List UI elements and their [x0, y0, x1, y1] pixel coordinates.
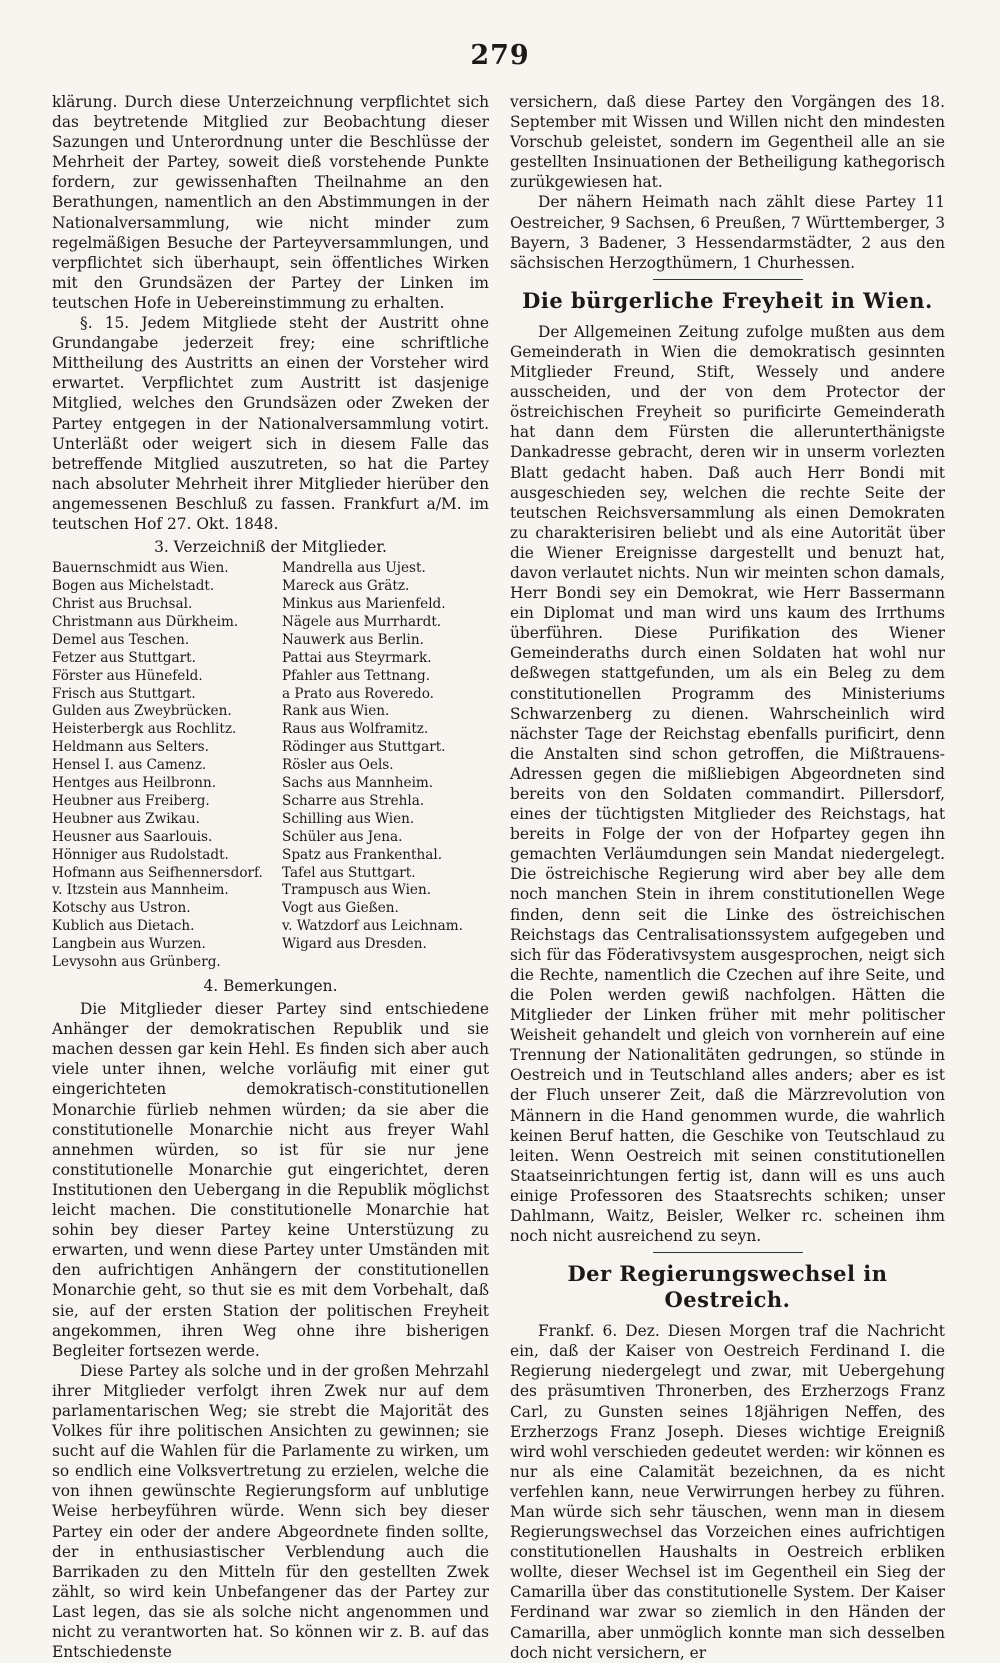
member-entry: Mandrella aus Ujest.: [282, 560, 426, 577]
article-headline: Der Regierungswechsel in Oestreich.: [567, 1261, 888, 1313]
member-entry: Nauwerk aus Berlin.: [282, 631, 424, 648]
left-column: [52, 92, 489, 1662]
paragraph: Diese Partey als solche und in der großen Mehrzahl ihrer Mitglieder verfolgt ihren Zwek nur auf dem parlamentarischen Weg; sie strebt die Majorität des Volkes für ihre politischen Ansichten zu gewinnen; sie sucht auf die Wahlen für die Parlamente zu wirken, um so endlich eine Volksvertretung zu erzielen, welche die von ihnen gewünschte Regierungsform auf unblutige Weise herbeyführen würde. Wenn sich bey dieser Partey ein oder der andere Abgeordnete finden sollte, der in enthusiastischer Verblendung auch die Barrikaden zu den Mitteln für den gestellten Zwek zählt, so wird kein Unbefangener das der Partey zur Last legen, das sie als solche nicht angenommen und nicht zu verantworten hat. So können wir z. B. auf das Entschiedenste: [52, 1361, 489, 1662]
paragraph: Der nähern Heimath nach zählt diese Partey 11 Oestreicher, 9 Sachsen, 6 Preußen, 7 Württemberger, 3 Bayern, 3 Badener, 3 Hessendarmstädter, 2 aus den sächsischen Herzogthümern, 1 Churhessen.: [510, 193, 945, 272]
member-entry: Hönniger aus Rudolstadt.: [52, 846, 229, 863]
member-entry: Christmann aus Dürkheim.: [52, 613, 239, 630]
member-entry: Schilling aus Wien.: [282, 810, 415, 827]
member-entry: Rank aus Wien.: [282, 703, 390, 720]
member-entry: Demel aus Teschen.: [52, 631, 190, 648]
member-entry: Schüler aus Jena.: [282, 828, 403, 845]
member-entry: Rösler aus Oels.: [282, 757, 394, 774]
member-entry: Kotschy aus Ustron.: [52, 900, 191, 917]
member-entry: Heldmann aus Selters.: [52, 739, 209, 756]
member-entry: Sachs aus Mannheim.: [282, 775, 434, 792]
member-entry: Tafel aus Stuttgart.: [282, 864, 416, 881]
member-entry: v. Itzstein aus Mannheim.: [52, 882, 229, 899]
member-entry: Wigard aus Dresden.: [282, 936, 427, 953]
article-body: Frankf. 6. Dez. Diesen Morgen traf die Nachricht ein, daß der Kaiser von Oestreich Ferdinand I. die Regierung niedergelegt und zwar, mit Uebergehung des präsumtiven Thronerben, des Erzherzogs Franz Carl, zu Gunsten seines 18jährigen Neffen, des Erzherzogs Franz Joseph. Dieses wichtige Ereigniß wird wohl verschieden gedeutet werden: wir können es nur als eine Calamität bezeichnen, da es nicht verfehlen kann, neue Verwirrungen herbey zu führen. Man würde sich sehr täuschen, wenn man in diesem Regierungswechsel das Vorzeichen eines aufrichtigen constitutionellen Haushalts in Oestreich erbliken wollte, dieser Wechsel ist im Gegentheil ein Sieg der Camarilla über das constitutionelle System. Der Kaiser Ferdinand war zwar so ziemlich in den Händen der Camarilla, aber unmöglich konnte man sich desselben doch nicht versichern, er: [510, 1322, 945, 1662]
member-entry: Bogen aus Michelstadt.: [52, 578, 215, 595]
member-entry: Spatz aus Frankenthal.: [282, 846, 443, 863]
member-entry: Mareck aus Grätz.: [282, 578, 410, 595]
member-entry: Frisch aus Stuttgart.: [52, 685, 196, 702]
member-entry: Christ aus Bruchsal.: [52, 595, 193, 612]
member-entry: Heubner aus Freiberg.: [52, 792, 210, 809]
remarks-heading: 4. Bemerkungen.: [203, 977, 338, 995]
paragraph: versichern, daß diese Partey den Vorgängen des 18. September mit Wissen und Willen nicht den mindesten Vorschub geleistet, sondern im Gegentheil alle an sie gestellten Insinuationen der Betheiligung kathegorisch zurükgewiesen hat.: [510, 93, 945, 192]
members-heading: 3. Verzeichniß der Mitglieder.: [154, 538, 387, 557]
member-entry: Nägele aus Murrhardt.: [282, 613, 442, 630]
paragraph-section-15: §. 15. Jedem Mitgliede steht der Austritt ohne Grundangabe jederzeit frey; eine schriftliche Mittheilung des Austritts an einen der Vorsteher wird erwartet. Verpflichtet zum Austritt ist dasjenige Mitglied, welches den Grundsäzen oder Zweken der Partey entgegen in der Nationalversammlung votirt. Unterläßt oder weigert sich in diesem Falle das betreffende Mitglied auszutreten, so hat die Partey nach absoluter Mehrheit ihrer Mitglieder hierüber den angemessenen Beschluß zu fassen. Frankfurt a/M. im teutschen Hof 27. Okt. 1848.: [52, 314, 489, 533]
member-entry: Heubner aus Zwikau.: [52, 810, 200, 827]
member-entry: v. Watzdorf aus Leichnam.: [282, 918, 463, 935]
page-number: 279: [470, 40, 530, 71]
members-list-left: [52, 560, 282, 972]
member-entry: Heusner aus Saarlouis.: [52, 828, 213, 845]
members-list: [52, 560, 489, 972]
divider: [653, 279, 803, 280]
right-column: [510, 92, 945, 1663]
member-entry: Rödinger aus Stuttgart.: [282, 739, 446, 756]
member-entry: Kublich aus Dietach.: [52, 918, 195, 935]
members-list-right: [282, 560, 489, 972]
member-entry: Fetzer aus Stuttgart.: [52, 649, 196, 666]
member-entry: Raus aus Wolframitz.: [282, 721, 429, 738]
article-headline: Die bürgerliche Freyheit in Wien.: [522, 287, 933, 313]
member-entry: Trampusch aus Wien.: [282, 882, 432, 899]
member-entry: Hentges aus Heilbronn.: [52, 775, 217, 792]
member-entry: Förster aus Hünefeld.: [52, 667, 203, 684]
member-entry: Minkus aus Marienfeld.: [282, 595, 446, 612]
member-entry: a Prato aus Roveredo.: [282, 685, 434, 702]
member-entry: Bauernschmidt aus Wien.: [52, 560, 229, 577]
member-entry: Hensel I. aus Camenz.: [52, 757, 207, 774]
member-entry: Pattai aus Steyrmark.: [282, 649, 432, 666]
member-entry: Gulden aus Zweybrücken.: [52, 703, 232, 720]
member-entry: Heisterbergk aus Rochlitz.: [52, 721, 237, 738]
paragraph: klärung. Durch diese Unterzeichnung verpflichtet sich das beytretende Mitglied zur Beobachtung dieser Sazungen und Unterordnung unter die Beschlüsse der Mehrheit der Partey, soweit dieß vorstehende Punkte fordern, zur gewissenhaften Theilnahme an den Berathungen, namentlich an den Abstimmungen in der Nationalversammlung, wie nicht minder zum regelmäßigen Besuche der Parteyversammlungen, und verpflichtet sich überhaupt, sein öffentliches Wirken mit den Grundsäzen der Partey der Linken im teutschen Hofe in Uebereinstimmung zu erhalten.: [52, 93, 489, 312]
member-entry: Levysohn aus Grünberg.: [52, 954, 221, 971]
divider: [653, 1252, 803, 1253]
member-entry: Vogt aus Gießen.: [282, 900, 399, 917]
article-body: Der Allgemeinen Zeitung zufolge mußten aus dem Gemeinderath in Wien die demokratisch gesinnten Mitglieder Freund, Stift, Wessely und andere ausscheiden, und der von dem Protector der östreichischen Freyheit so purificirte Gemeinderath hat dann dem Fürsten die allerunterthänigste Dankadresse gebracht, deren wir in unserm vorlezten Blatt gedacht haben. Daß auch Herr Bondi mit ausgeschieden sey, welchen die rechte Seite der teutschen Reichsversammlung als einen Demokraten zu charakterisiren beliebt und als eine Autorität über die Wiener Ereignisse dargestellt und benuzt hat, davon verlautet nichts. Nun wir meinten schon damals, Herr Bondi sey ein Demokrat, wie Herr Bassermann ein Diplomat und man wird uns kaum des Irrthums überführen. Diese Purifikation des Wiener Gemeinderaths durch einen Soldaten hat wohl nur deßwegen stattgefunden, um als ein Beleg zu dem constitutionellen Programm des Ministeriums Schwarzenberg zu dienen. Wahrscheinlich wird nächster Tage der Reichstag ebenfalls purificirt, denn die Anstalten sind schon getroffen, die Mißtrauens-Adressen gegen die mißliebigen Abgeordneten sind bereits von den Soldaten commandirt. Pillersdorf, eines der tüchtigsten Mitglieder des Reichstags, hat bereits in Folge der von der Hofpartey gegen ihn gemachten Verläumdungen sein Mandat niedergelegt. Die östreichische Regierung wird aber bey alle dem noch manchen Stein in ihrem constitutionellen Wege finden, denn seit die Linke des östreichischen Reichstags das Centralisationssystem aufgegeben und sich für das Föderativsystem ausgesprochen, neigt sich die Rechte, namentlich die Czechen auf ihre Seite, und die Polen werden gewiß nachfolgen. Hätten die Mitglieder der Linken früher mit mehr politischer Weisheit gehandelt und gleich von vornherein auf eine Trennung der Nationalitäten gedrungen, so stünde in Oestreich und in Teutschland alles anders; aber es ist der Fluch unserer Zeit, daß die Märzrevolution von Männern in die Hand genommen wurde, die wahrlich keinen Beruf hatten, die Geschike von Teutschlaud zu leiten. Wenn Oestreich mit seinen constitutionellen Staatseinrichtungen fertig ist, dann will es uns auch einige Professoren des Staatsrechts schiken; unser Dahlmann, Waitz, Beisler, Welker rc. scheinen ihm noch nicht ausreichend zu seyn.: [510, 322, 945, 1246]
member-entry: Pfahler aus Tettnang.: [282, 667, 431, 684]
member-entry: Hofmann aus Seifhennersdorf.: [52, 864, 263, 881]
member-entry: Scharre aus Strehla.: [282, 792, 425, 809]
member-entry: Langbein aus Wurzen.: [52, 936, 206, 953]
paragraph: Die Mitglieder dieser Partey sind entschiedene Anhänger der demokratischen Republik und sie machen dessen gar kein Hehl. Es finden sich aber auch viele unter ihnen, welche vorläufig mit einer gut eingerichteten demokratisch-constitutionellen Monarchie fürlieb nehmen würden; da sie aber die constitutionelle Monarchie nicht aus freyer Wahl annehmen würden, so ist für sie nur jene constitutionelle Monarchie gut eingerichtet, deren Institutionen den Uebergang in die Republik möglichst leicht machen. Die constitutionelle Monarchie hat sohin bey dieser Partey keine Unterstüzung zu erwarten, und wenn diese Partey unter Umständen mit den aufrichtigen Anhängern der constitutionellen Monarchie geht, so thut sie es mit dem Vorbehalt, daß sie, auf der ersten Station der politischen Freyheit angekommen, ihren Weg ohne ihre bisherigen Begleiter fortsezen werde.: [52, 1000, 489, 1360]
